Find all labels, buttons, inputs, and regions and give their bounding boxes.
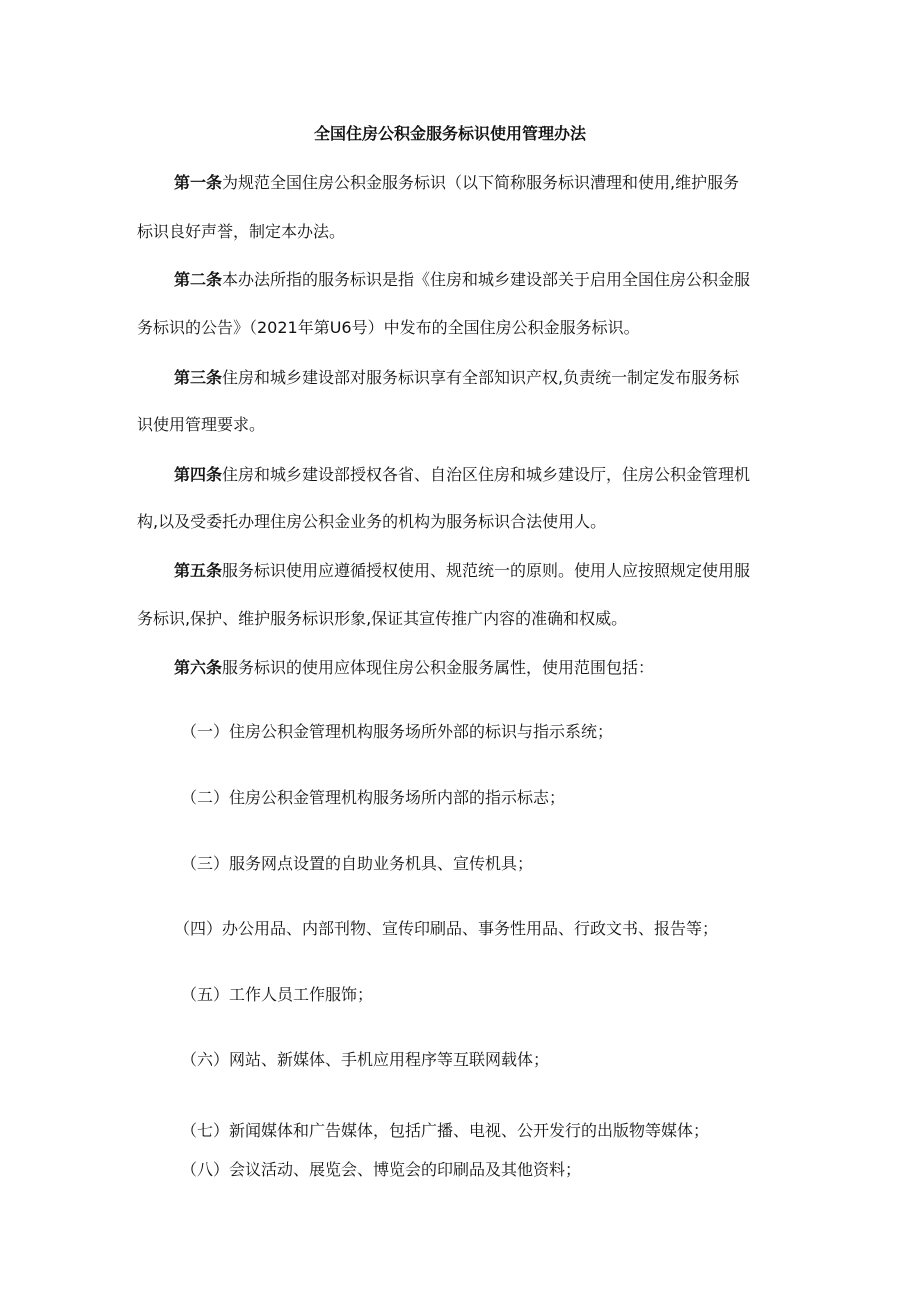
article-5-line-1: [174, 561, 750, 581]
article-6-label: 第六条: [174, 658, 223, 677]
list-item: （一）住房公积金管理机构服务场所外部的标识与指示系统；: [181, 722, 614, 741]
article-3-label: 第三条: [174, 368, 223, 387]
article-6-text: 服务标识的使用应体现住房公积金服务属性，使用范围包括：: [222, 658, 655, 677]
list-item: （八）会议活动、展览会、博览会的印刷品及其他资料；: [181, 1160, 582, 1179]
article-3-text: 住房和城乡建设部对服务标识享有全部知识产权,负责统一制定发布服务标: [222, 368, 740, 387]
list-item: （四）办公用品、内部刊物、宣传印刷品、事务性用品、行政文书、报告等；: [174, 919, 719, 938]
article-4-label: 第四条: [174, 465, 223, 484]
article-1-text: 为规范全国住房公积金服务标识（以下简称服务标识漕理和使用,维护服务: [222, 173, 740, 192]
article-5-line-2: 务标识,保护、维护服务标识形象,保证其宣传推广内容的准确和权威。: [137, 609, 628, 628]
document-title: 全国住房公积金服务标识使用管理办法: [314, 124, 587, 143]
article-2-line-2: 务标识的公告》（2021年第U6号）中发布的全国住房公积金服务标识。: [137, 318, 640, 337]
article-4-line-1: [174, 465, 750, 485]
article-1-line-2: 标识良好声誉，制定本办法。: [137, 222, 346, 241]
article-3-line-2: 识使用管理要求。: [137, 415, 266, 434]
article-2-label: 第二条: [174, 270, 223, 289]
article-1-label: 第一条: [174, 173, 223, 192]
article-1-line-1: [174, 173, 739, 193]
article-5-text: 服务标识使用应遵循授权使用、规范统一的原则。使用人应按照规定使用服: [222, 561, 751, 580]
article-4-line-2: 构,以及受委托办理住房公积金业务的机构为服务标识合法使用人。: [137, 512, 607, 531]
list-item: （三）服务网点设置的自助业务机具、宣传机具；: [181, 854, 534, 873]
article-2-text: 本办法所指的服务标识是指《住房和城乡建设部关于启用全国住房公积金服: [222, 270, 751, 289]
list-item: （七）新闻媒体和广告媒体，包括广播、电视、公开发行的出版物等媒体；: [181, 1121, 710, 1140]
list-item: （六）网站、新媒体、手机应用程序等互联网载体；: [181, 1050, 550, 1069]
article-6-line-1: [174, 658, 654, 678]
article-3-line-1: [174, 368, 739, 388]
article-4-text: 住房和城乡建设部授权各省、自治区住房和城乡建设厅，住房公积金管理机: [222, 465, 751, 484]
article-2-line-1: [174, 270, 750, 290]
article-5-label: 第五条: [174, 561, 223, 580]
list-item: （五）工作人员工作服饰；: [181, 985, 374, 1004]
list-item: （二）住房公积金管理机构服务场所内部的指示标志；: [181, 788, 566, 807]
